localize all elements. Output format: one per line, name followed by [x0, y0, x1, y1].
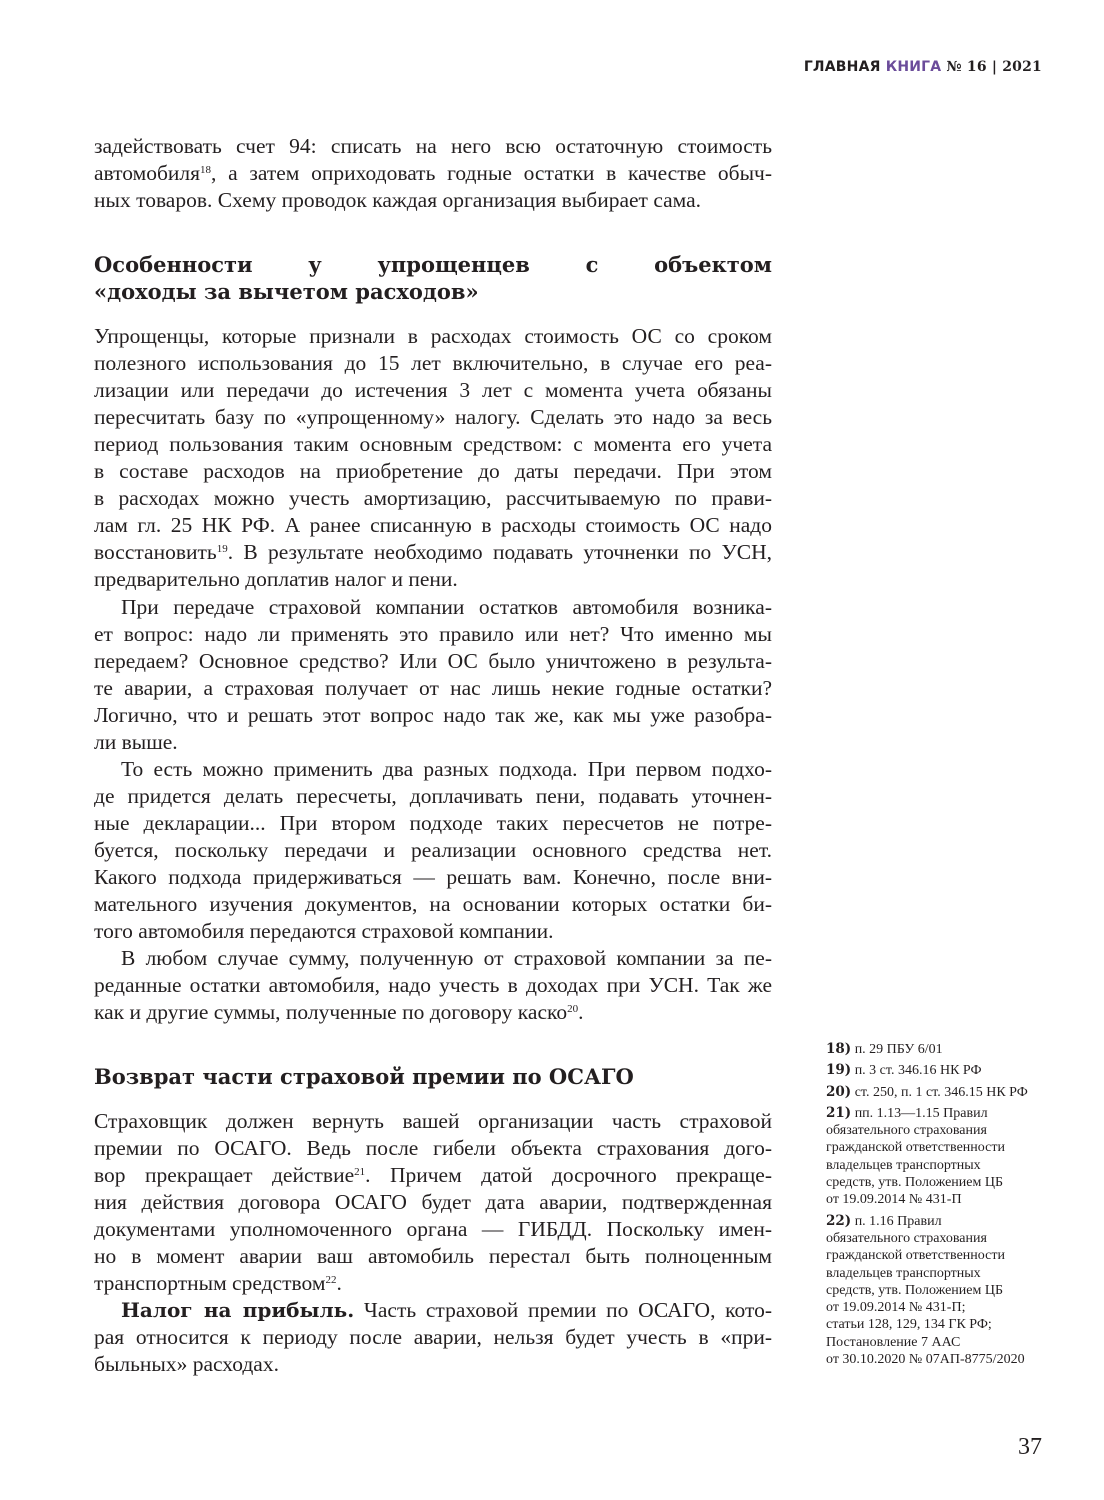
text: реданные остатки автомобиля, надо учесть в доходах при УСН. Так же — [94, 973, 772, 997]
footnote-number: 20) — [826, 1083, 852, 1100]
footnote-text: гражданской ответственности — [826, 1140, 1005, 1156]
footnotes — [826, 1041, 1056, 1372]
lead-in-bold: Налог на прибыль. — [121, 1298, 355, 1322]
text-line — [94, 251, 772, 278]
text: в расходах можно учесть амортизацию, рассчитываемую по прави- — [94, 486, 772, 510]
footnote — [826, 1084, 1056, 1101]
text-line — [94, 512, 772, 539]
text: де придется делать пересчеты, доплачивать пени, подавать уточнен- — [94, 784, 772, 808]
footnote-line — [826, 1334, 1056, 1351]
text-line — [94, 160, 772, 187]
text: . В результате необходимо подавать уточненки по УСН, — [227, 540, 772, 564]
text-line — [94, 404, 772, 431]
text: автомобиля — [94, 161, 201, 185]
footnote-text: п. 1.16 Правил — [854, 1213, 942, 1229]
footnote-line — [826, 1351, 1056, 1368]
footnote-text: п. 3 ст. 346.16 НК РФ — [854, 1063, 982, 1079]
text-line — [94, 621, 772, 648]
footnote-text: обязательного страхования — [826, 1230, 987, 1246]
text-line — [94, 1297, 772, 1324]
text-line — [94, 594, 772, 621]
footnote-text: от 30.10.2020 № 07АП-8775/2020 — [826, 1352, 1025, 1368]
footnote-text: статьи 128, 129, 134 ГК РФ; — [826, 1317, 992, 1333]
footnote-number: 22) — [826, 1212, 852, 1229]
footnote-text: п. 29 ПБУ 6/01 — [854, 1042, 943, 1057]
section-heading — [94, 1063, 772, 1090]
footnote-text: от 19.09.2014 № 431-П — [826, 1192, 962, 1208]
text-line — [94, 377, 772, 404]
text-line — [94, 918, 772, 945]
text: . — [336, 1271, 342, 1295]
footnote-ref: 22 — [325, 1274, 337, 1286]
paragraph — [94, 756, 772, 945]
footnote-line — [826, 1282, 1056, 1299]
footnote-text: средств, утв. Положением ЦБ — [826, 1175, 1004, 1191]
text-line — [94, 1270, 772, 1297]
page-number: 37 — [1018, 1434, 1042, 1460]
footnote — [826, 1105, 1056, 1209]
text-line — [94, 864, 772, 891]
footnote-ref: 21 — [354, 1166, 366, 1178]
magazine-title-part1: ГЛАВНАЯ — [803, 59, 881, 75]
text: как и другие суммы, полученные по договору каско — [94, 1000, 568, 1024]
text: премии по ОСАГО. Ведь после гибели объекта страхования дого- — [94, 1136, 772, 1160]
text-line — [94, 1135, 772, 1162]
text-line — [94, 1063, 772, 1090]
footnote-text: обязательного страхования — [826, 1123, 987, 1139]
text: «доходы за вычетом расходов» — [94, 279, 479, 304]
text: В любом случае сумму, полученную от страховой компании за пе- — [121, 946, 772, 970]
text-line — [94, 1324, 772, 1351]
text: восстановить — [94, 540, 217, 564]
text: задействовать счет 94: списать на него всю остаточную стоимость — [94, 134, 772, 158]
paragraph — [94, 1297, 772, 1378]
footnote-line — [826, 1213, 1056, 1230]
text: документами уполномоченного органа — ГИБДД. Поскольку имен- — [94, 1217, 772, 1241]
text: но в момент аварии ваш автомобиль перестал быть полноценным — [94, 1244, 772, 1268]
issue-number: № 16 | 2021 — [946, 59, 1042, 75]
text: Страховщик должен вернуть вашей организации часть страховой — [94, 1109, 772, 1133]
paragraph — [94, 945, 772, 1026]
text-line — [94, 1243, 772, 1270]
text: , а затем оприходовать годные остатки в качестве обыч- — [211, 161, 772, 185]
footnote-line — [826, 1139, 1056, 1156]
footnote-number: 21) — [826, 1104, 852, 1121]
text: . — [578, 1000, 584, 1024]
text: лизации или передачи до истечения 3 лет с момента учета обязаны — [94, 378, 772, 402]
text: полезного использования до 15 лет включительно, в случае его реа- — [94, 351, 772, 375]
text: передаем? Основное средство? Или ОС было уничтожено в результа- — [94, 649, 772, 673]
text: Часть страховой премии по ОСАГО, кото- — [354, 1298, 773, 1322]
text-line — [94, 431, 772, 458]
text-line — [94, 278, 772, 305]
text: ния действия договора ОСАГО будет дата аварии, подтвержденная — [94, 1190, 772, 1214]
text: . Причем датой досрочного прекраще- — [365, 1163, 772, 1187]
footnote-line — [826, 1122, 1056, 1139]
footnote-line — [826, 1316, 1056, 1333]
text: ные декларации... При втором подходе таких пересчетов не потре- — [94, 811, 772, 835]
text-line — [94, 1108, 772, 1135]
footnote-number: 18) — [826, 1041, 852, 1057]
text-line — [94, 323, 772, 350]
text-line — [94, 485, 772, 512]
footnote-number: 19) — [826, 1062, 852, 1079]
text-line — [94, 972, 772, 999]
text: транспортным средством — [94, 1271, 326, 1295]
text-line — [94, 458, 772, 485]
text: вор прекращает действие — [94, 1163, 355, 1187]
text: в составе расходов на приобретение до даты передачи. При этом — [94, 459, 772, 483]
footnote-ref: 19 — [216, 543, 228, 555]
text-line — [94, 729, 772, 756]
text-line — [94, 837, 772, 864]
footnote-text: Постановление 7 ААС — [826, 1334, 961, 1350]
footnote-line — [826, 1041, 1056, 1058]
text: Логично, что и решать этот вопрос надо так же, как мы уже разобра- — [94, 703, 772, 727]
paragraph — [94, 1108, 772, 1297]
footnote-text: средств, утв. Положением ЦБ — [826, 1282, 1004, 1298]
text-line — [94, 1351, 772, 1378]
text-line — [94, 133, 772, 160]
text-line — [94, 1162, 772, 1189]
footnote-text: владельцев транспортных — [826, 1265, 981, 1281]
text: те аварии, а страховая получает от нас лишь некие годные остатки? — [94, 676, 772, 700]
footnote-text: ст. 250, п. 1 ст. 346.15 НК РФ — [854, 1084, 1028, 1100]
footnote-ref: 20 — [567, 1003, 579, 1015]
footnote-line — [826, 1105, 1056, 1122]
text: То есть можно применить два разных подхода. При первом подхо- — [121, 757, 772, 781]
footnote-line — [826, 1265, 1056, 1282]
running-header — [804, 59, 1042, 75]
footnote-line — [826, 1157, 1056, 1174]
footnote-text: от 19.09.2014 № 431-П; — [826, 1300, 966, 1316]
footnote-text: пп. 1.13—1.15 Правил — [854, 1105, 988, 1121]
footnote — [826, 1213, 1056, 1369]
text: Упрощенцы, которые признали в расходах стоимость ОС со сроком — [94, 324, 772, 348]
text-line — [94, 648, 772, 675]
text-line — [94, 1189, 772, 1216]
paragraph — [94, 323, 772, 593]
footnote-line — [826, 1230, 1056, 1247]
text: рая относится к периоду после аварии, нельзя будет учесть в «при- — [94, 1325, 772, 1349]
text-line — [94, 350, 772, 377]
footnote-line — [826, 1084, 1056, 1101]
text-line — [94, 566, 772, 593]
section-heading — [94, 251, 772, 305]
text-line — [94, 187, 772, 214]
footnote-line — [826, 1062, 1056, 1079]
text-line — [94, 539, 772, 566]
text: быльных» расходах. — [94, 1352, 279, 1376]
text-line — [94, 945, 772, 972]
magazine-title-part2: КНИГА — [885, 59, 942, 75]
text-line — [94, 702, 772, 729]
footnote-text: гражданской ответственности — [826, 1248, 1005, 1264]
text: того автомобиля передаются страховой компании. — [94, 919, 554, 943]
text: ных товаров. Схему проводок каждая организация выбирает сама. — [94, 188, 702, 212]
text: Какого подхода придерживаться — решать вам. Конечно, после вни- — [94, 865, 772, 889]
footnote-line — [826, 1191, 1056, 1208]
paragraph — [94, 594, 772, 756]
text: При передаче страховой компании остатков автомобиля возника- — [121, 595, 772, 619]
text: период пользования таким основным средством: с момента его учета — [94, 432, 772, 456]
footnote-line — [826, 1299, 1056, 1316]
text: буется, поскольку передачи и реализации основного средства нет. — [94, 838, 772, 862]
text-line — [94, 891, 772, 918]
text-line — [94, 1216, 772, 1243]
text-line — [94, 675, 772, 702]
text: Особенности у упрощенцев с объектом — [94, 252, 772, 277]
paragraph — [94, 133, 772, 214]
text: лам гл. 25 НК РФ. А ранее списанную в расходы стоимость ОС надо — [94, 513, 772, 537]
footnote-line — [826, 1247, 1056, 1264]
footnote-line — [826, 1174, 1056, 1191]
text: пересчитать базу по «упрощенному» налогу. Сделать это надо за весь — [94, 405, 772, 429]
text-line — [94, 783, 772, 810]
footnote — [826, 1041, 1056, 1058]
footnote-ref: 18 — [200, 164, 212, 176]
footnote-text: владельцев транспортных — [826, 1157, 981, 1173]
text: Возврат части страховой премии по ОСАГО — [94, 1064, 634, 1089]
text-line — [94, 810, 772, 837]
text-line — [94, 756, 772, 783]
text: ет вопрос: надо ли применять это правило или нет? Что именно мы — [94, 622, 772, 646]
text: ли выше. — [94, 730, 178, 754]
text-line — [94, 999, 772, 1026]
footnote — [826, 1062, 1056, 1079]
text: мательного изучения документов, на основании которых остатки би- — [94, 892, 772, 916]
text: предварительно доплатив налог и пени. — [94, 567, 458, 591]
